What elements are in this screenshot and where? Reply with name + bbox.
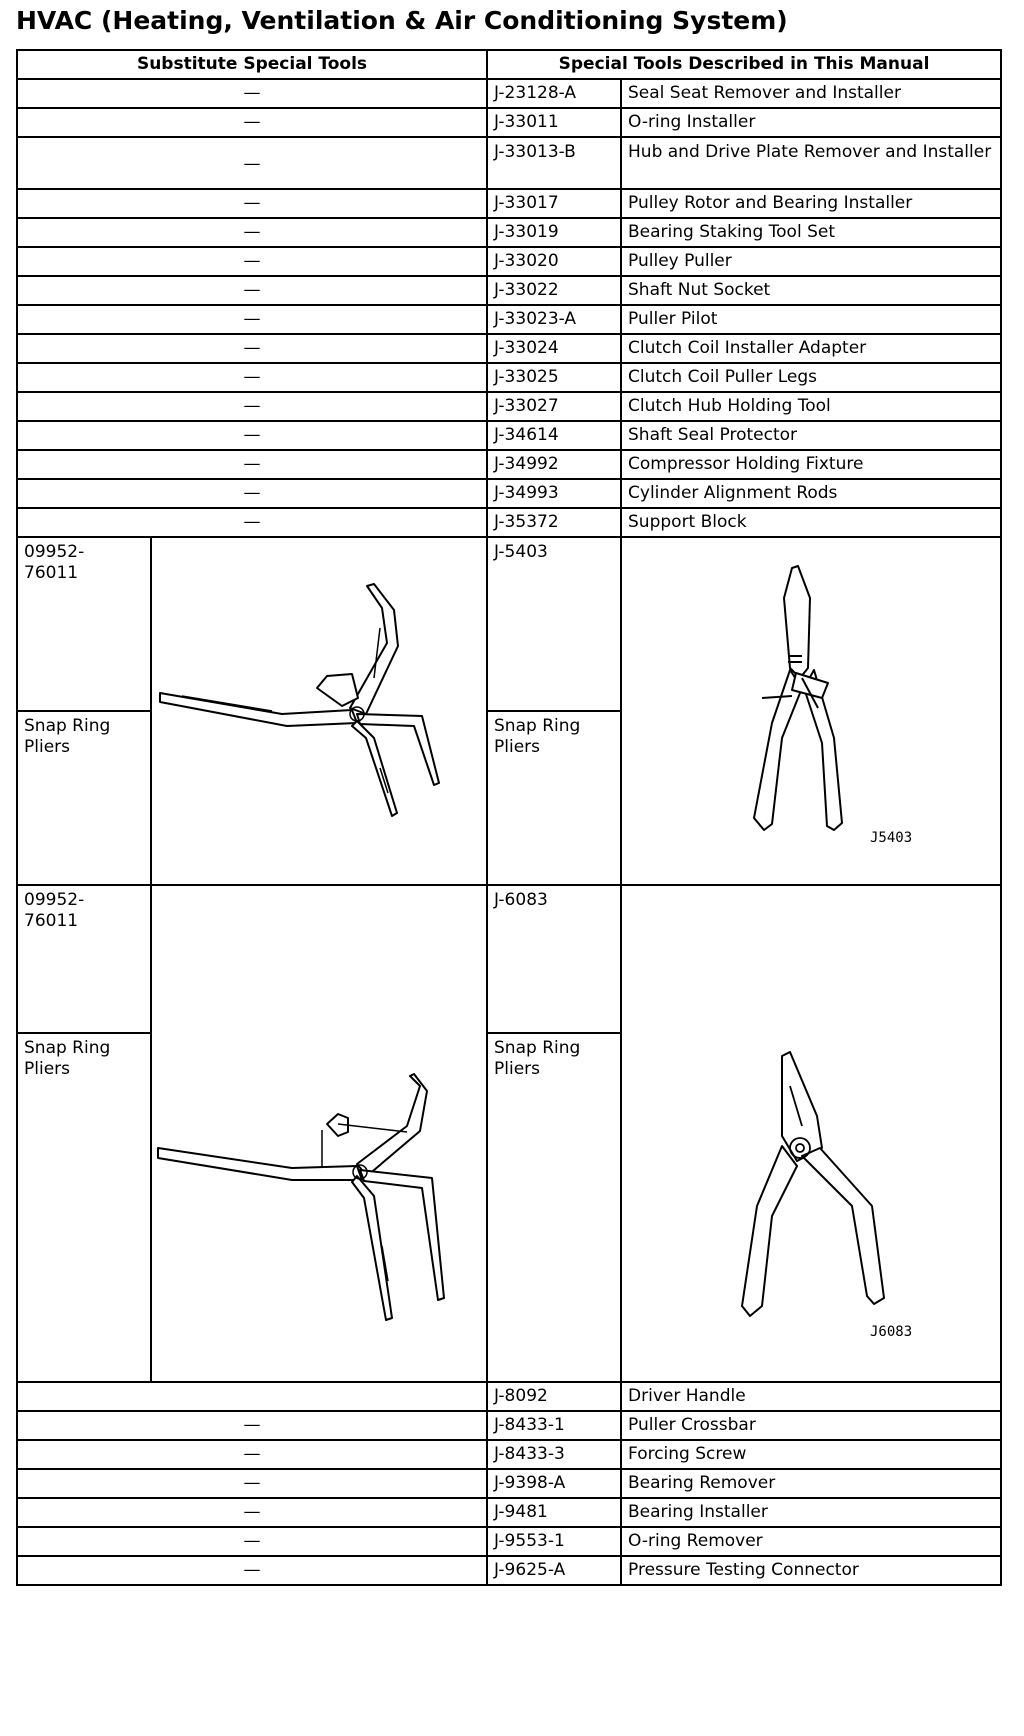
special-tool-name: Pulley Rotor and Bearing Installer bbox=[621, 189, 1001, 218]
special-tool-code: J-34992 bbox=[487, 450, 621, 479]
special-image-cell bbox=[621, 537, 1001, 885]
figure-caption: J5403 bbox=[870, 830, 913, 846]
table-row bbox=[17, 189, 1001, 218]
special-tool-code: J-33023-A bbox=[487, 305, 621, 334]
special-image-cell bbox=[621, 885, 1001, 1382]
snap-ring-pliers-illustration bbox=[622, 886, 966, 1381]
substitute-tool: — bbox=[17, 218, 487, 247]
special-tool-name: Cylinder Alignment Rods bbox=[621, 479, 1001, 508]
special-tool-code: J-9553-1 bbox=[487, 1527, 621, 1556]
table-row bbox=[17, 137, 1001, 189]
special-tool-name: Puller Pilot bbox=[621, 305, 1001, 334]
substitute-tool: — bbox=[17, 1469, 487, 1498]
page-title: HVAC (Heating, Ventilation & Air Conditioning System) bbox=[16, 6, 788, 35]
substitute-tool bbox=[17, 1382, 487, 1411]
special-tool-name: Shaft Seal Protector bbox=[621, 421, 1001, 450]
table-row bbox=[17, 108, 1001, 137]
table-row bbox=[17, 276, 1001, 305]
substitute-tool: — bbox=[17, 305, 487, 334]
substitute-tool: — bbox=[17, 334, 487, 363]
special-tool-name: O-ring Remover bbox=[621, 1527, 1001, 1556]
special-tool-code: J-9481 bbox=[487, 1498, 621, 1527]
substitute-code-cell bbox=[17, 537, 151, 711]
substitute-tool: — bbox=[17, 450, 487, 479]
special-tool-name: Bearing Remover bbox=[621, 1469, 1001, 1498]
special-tool-code: J-33020 bbox=[487, 247, 621, 276]
special-tool-name: Pressure Testing Connector bbox=[621, 1556, 1001, 1585]
special-tool-code: J-33027 bbox=[487, 392, 621, 421]
table-row bbox=[17, 450, 1001, 479]
table-row bbox=[17, 1527, 1001, 1556]
substitute-tool-code: 09952-76011 bbox=[24, 542, 85, 583]
special-tool-code: J-5403 bbox=[487, 537, 621, 711]
substitute-tool: — bbox=[17, 79, 487, 108]
special-tool-name: Forcing Screw bbox=[621, 1440, 1001, 1469]
special-tool-code: J-8433-3 bbox=[487, 1440, 621, 1469]
special-tool-name: Snap Ring Pliers bbox=[487, 1033, 621, 1382]
special-tool-name: O-ring Installer bbox=[621, 108, 1001, 137]
table-row bbox=[17, 305, 1001, 334]
special-tool-name: Bearing Staking Tool Set bbox=[621, 218, 1001, 247]
substitute-tool-name: Snap Ring Pliers bbox=[17, 1033, 151, 1382]
special-tool-code: J-8092 bbox=[487, 1382, 621, 1411]
pliers-row-top bbox=[17, 885, 1001, 1033]
special-tool-code: J-8433-1 bbox=[487, 1411, 621, 1440]
special-tool-code: J-23128-A bbox=[487, 79, 621, 108]
substitute-image-cell bbox=[151, 537, 487, 885]
special-tool-name: Snap Ring Pliers bbox=[487, 711, 621, 885]
pliers-row-top bbox=[17, 537, 1001, 711]
substitute-tool: — bbox=[17, 1440, 487, 1469]
substitute-tool: — bbox=[17, 247, 487, 276]
special-tool-code: J-33017 bbox=[487, 189, 621, 218]
substitute-tool: — bbox=[17, 108, 487, 137]
special-tool-code: J-33022 bbox=[487, 276, 621, 305]
snap-ring-pliers-illustration bbox=[152, 538, 452, 884]
table-row bbox=[17, 392, 1001, 421]
special-tools-header: Special Tools Described in This Manual bbox=[487, 50, 1001, 79]
substitute-tool: — bbox=[17, 1556, 487, 1585]
substitute-tool: — bbox=[17, 276, 487, 305]
table-row bbox=[17, 79, 1001, 108]
substitute-tool-name: Snap Ring Pliers bbox=[17, 711, 151, 885]
table-row bbox=[17, 1440, 1001, 1469]
special-tool-code: J-33025 bbox=[487, 363, 621, 392]
snap-ring-pliers-illustration bbox=[152, 886, 452, 1381]
special-tool-name: Pulley Puller bbox=[621, 247, 1001, 276]
snap-ring-pliers-illustration bbox=[622, 538, 966, 884]
special-tool-code: J-33013-B bbox=[487, 137, 621, 189]
special-tool-code: J-33024 bbox=[487, 334, 621, 363]
substitute-tool: — bbox=[17, 392, 487, 421]
table-row bbox=[17, 334, 1001, 363]
substitute-code-cell bbox=[17, 885, 151, 1033]
special-tool-name: Driver Handle bbox=[621, 1382, 1001, 1411]
table-row bbox=[17, 421, 1001, 450]
table-row bbox=[17, 1469, 1001, 1498]
special-tool-name: Hub and Drive Plate Remover and Installer bbox=[621, 137, 1001, 189]
table-row bbox=[17, 247, 1001, 276]
special-tool-name: Shaft Nut Socket bbox=[621, 276, 1001, 305]
substitute-tool: — bbox=[17, 137, 487, 189]
special-tool-name: Bearing Installer bbox=[621, 1498, 1001, 1527]
table-row bbox=[17, 1382, 1001, 1411]
special-tool-code: J-33011 bbox=[487, 108, 621, 137]
special-tool-name: Clutch Coil Installer Adapter bbox=[621, 334, 1001, 363]
table-row bbox=[17, 479, 1001, 508]
special-tool-name: Clutch Coil Puller Legs bbox=[621, 363, 1001, 392]
special-tool-name: Support Block bbox=[621, 508, 1001, 537]
substitute-image-cell bbox=[151, 885, 487, 1382]
special-tool-name: Puller Crossbar bbox=[621, 1411, 1001, 1440]
special-tools-table bbox=[16, 49, 1002, 1586]
substitute-tools-header: Substitute Special Tools bbox=[17, 50, 487, 79]
table-row bbox=[17, 363, 1001, 392]
substitute-tool: — bbox=[17, 189, 487, 218]
special-tool-code: J-33019 bbox=[487, 218, 621, 247]
substitute-tool-code: 09952-76011 bbox=[24, 890, 85, 931]
table-row bbox=[17, 508, 1001, 537]
special-tool-name: Compressor Holding Fixture bbox=[621, 450, 1001, 479]
special-tool-code: J-34614 bbox=[487, 421, 621, 450]
special-tool-code: J-6083 bbox=[487, 885, 621, 1033]
special-tools-sheet bbox=[16, 49, 1000, 1711]
special-tool-code: J-9625-A bbox=[487, 1556, 621, 1585]
special-tool-code: J-9398-A bbox=[487, 1469, 621, 1498]
table-row bbox=[17, 1498, 1001, 1527]
table-row bbox=[17, 1411, 1001, 1440]
substitute-tool: — bbox=[17, 1498, 487, 1527]
table-row bbox=[17, 1556, 1001, 1585]
table-row bbox=[17, 218, 1001, 247]
special-tool-code: J-35372 bbox=[487, 508, 621, 537]
special-tool-name: Seal Seat Remover and Installer bbox=[621, 79, 1001, 108]
table-header-row bbox=[17, 50, 1001, 79]
substitute-tool: — bbox=[17, 479, 487, 508]
substitute-tool: — bbox=[17, 1411, 487, 1440]
substitute-tool: — bbox=[17, 363, 487, 392]
substitute-tool: — bbox=[17, 1527, 487, 1556]
special-tool-name: Clutch Hub Holding Tool bbox=[621, 392, 1001, 421]
substitute-tool: — bbox=[17, 421, 487, 450]
special-tool-code: J-34993 bbox=[487, 479, 621, 508]
figure-caption: J6083 bbox=[870, 1324, 913, 1340]
substitute-tool: — bbox=[17, 508, 487, 537]
table-body bbox=[17, 79, 1001, 1585]
